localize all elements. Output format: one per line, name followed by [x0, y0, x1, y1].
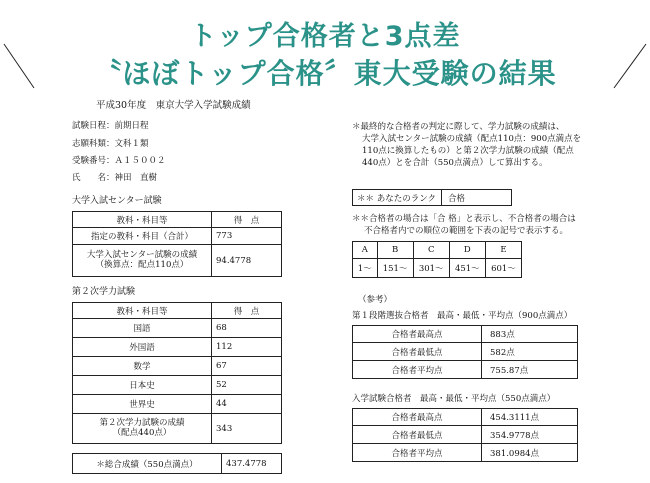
col-score: 得 点	[212, 212, 282, 228]
entrance-title: 入学試験合格者 最高・最低・平均点（550点満点）	[352, 394, 556, 404]
overall-score: 437.4778	[222, 454, 282, 474]
rank-table	[352, 189, 512, 206]
row-score: 773	[212, 228, 282, 245]
info-label: 氏 名：	[72, 173, 115, 183]
rank-range: 301～	[413, 259, 449, 278]
row-subject: 大学入試センター試験の成績 （換算点：配点110点）	[73, 245, 212, 277]
col-score: 得 点	[212, 303, 282, 319]
rank-range: 151～	[377, 259, 413, 278]
second-section-title: 第２次学力試験	[72, 287, 136, 297]
stage1-table	[352, 325, 578, 379]
stage1-title: 第１段階選抜合格者 最高・最低・平均点（900点満点）	[352, 311, 573, 321]
rank-letter: C	[413, 242, 449, 259]
second-score-table	[72, 302, 282, 444]
rank-letter: B	[377, 242, 413, 259]
table-row: 第２次学力試験の成績 （配点440点） 343	[73, 414, 282, 444]
rank-letter: A	[353, 242, 378, 259]
col-subject: 教科・科目等	[73, 303, 212, 319]
table-row: 合格者最高点 454.3111点	[353, 409, 578, 426]
info-value: 前期日程	[114, 121, 149, 131]
table-row: 合格者最高点 883点	[353, 326, 578, 343]
table-row: 日本史 52	[73, 376, 282, 395]
table-row: 合格者平均点 755.87点	[353, 361, 578, 379]
rank-range: 601～	[485, 259, 521, 278]
table-row: 合格者最低点 582点	[353, 343, 578, 361]
info-value: 神田 直樹	[114, 173, 158, 183]
rank-range: 1～	[353, 259, 378, 278]
info-value: Ａ１５００２	[114, 156, 166, 166]
rank-range-table	[352, 241, 522, 278]
info-value: 文科１類	[114, 139, 149, 149]
rank-letter: E	[485, 242, 521, 259]
table-row: 国語 68	[73, 319, 282, 338]
doc-heading: 平成30年度 東京大学入学試験成績	[96, 100, 251, 111]
rank-range: 451～	[449, 259, 485, 278]
table-row: 外国語 112	[73, 338, 282, 357]
table-row: 合格者平均点 381.0984点	[353, 444, 578, 462]
page-title: トップ合格者と3点差	[189, 21, 461, 52]
entrance-table	[352, 408, 578, 462]
center-score-table	[72, 211, 282, 277]
rank-label: ＊＊ あなたのランク	[353, 190, 442, 206]
row-score: 94.4778	[212, 245, 282, 277]
info-label: 試験日程：	[72, 121, 115, 131]
table-row: 合格者最低点 354.9778点	[353, 426, 578, 444]
center-section-title: 大学入試センター試験	[72, 196, 162, 206]
reference-label: （参考）	[358, 295, 393, 305]
info-label: 受験番号：	[72, 156, 115, 166]
row-subject: 指定の教科・科目（合計）	[73, 228, 212, 245]
col-subject: 教科・科目等	[73, 212, 212, 228]
overall-score-table	[72, 453, 282, 474]
info-label: 志願科類：	[72, 139, 115, 149]
table-row: 数学 67	[73, 357, 282, 376]
rank-letter: D	[449, 242, 485, 259]
overall-label: ＊総合成績（550点満点）	[73, 454, 222, 474]
table-row: 世界史 44	[73, 395, 282, 414]
rank-value: 合格	[442, 190, 512, 206]
page-subtitle: 〝ほぼトップ合格〞東大受験の結果	[93, 57, 557, 90]
